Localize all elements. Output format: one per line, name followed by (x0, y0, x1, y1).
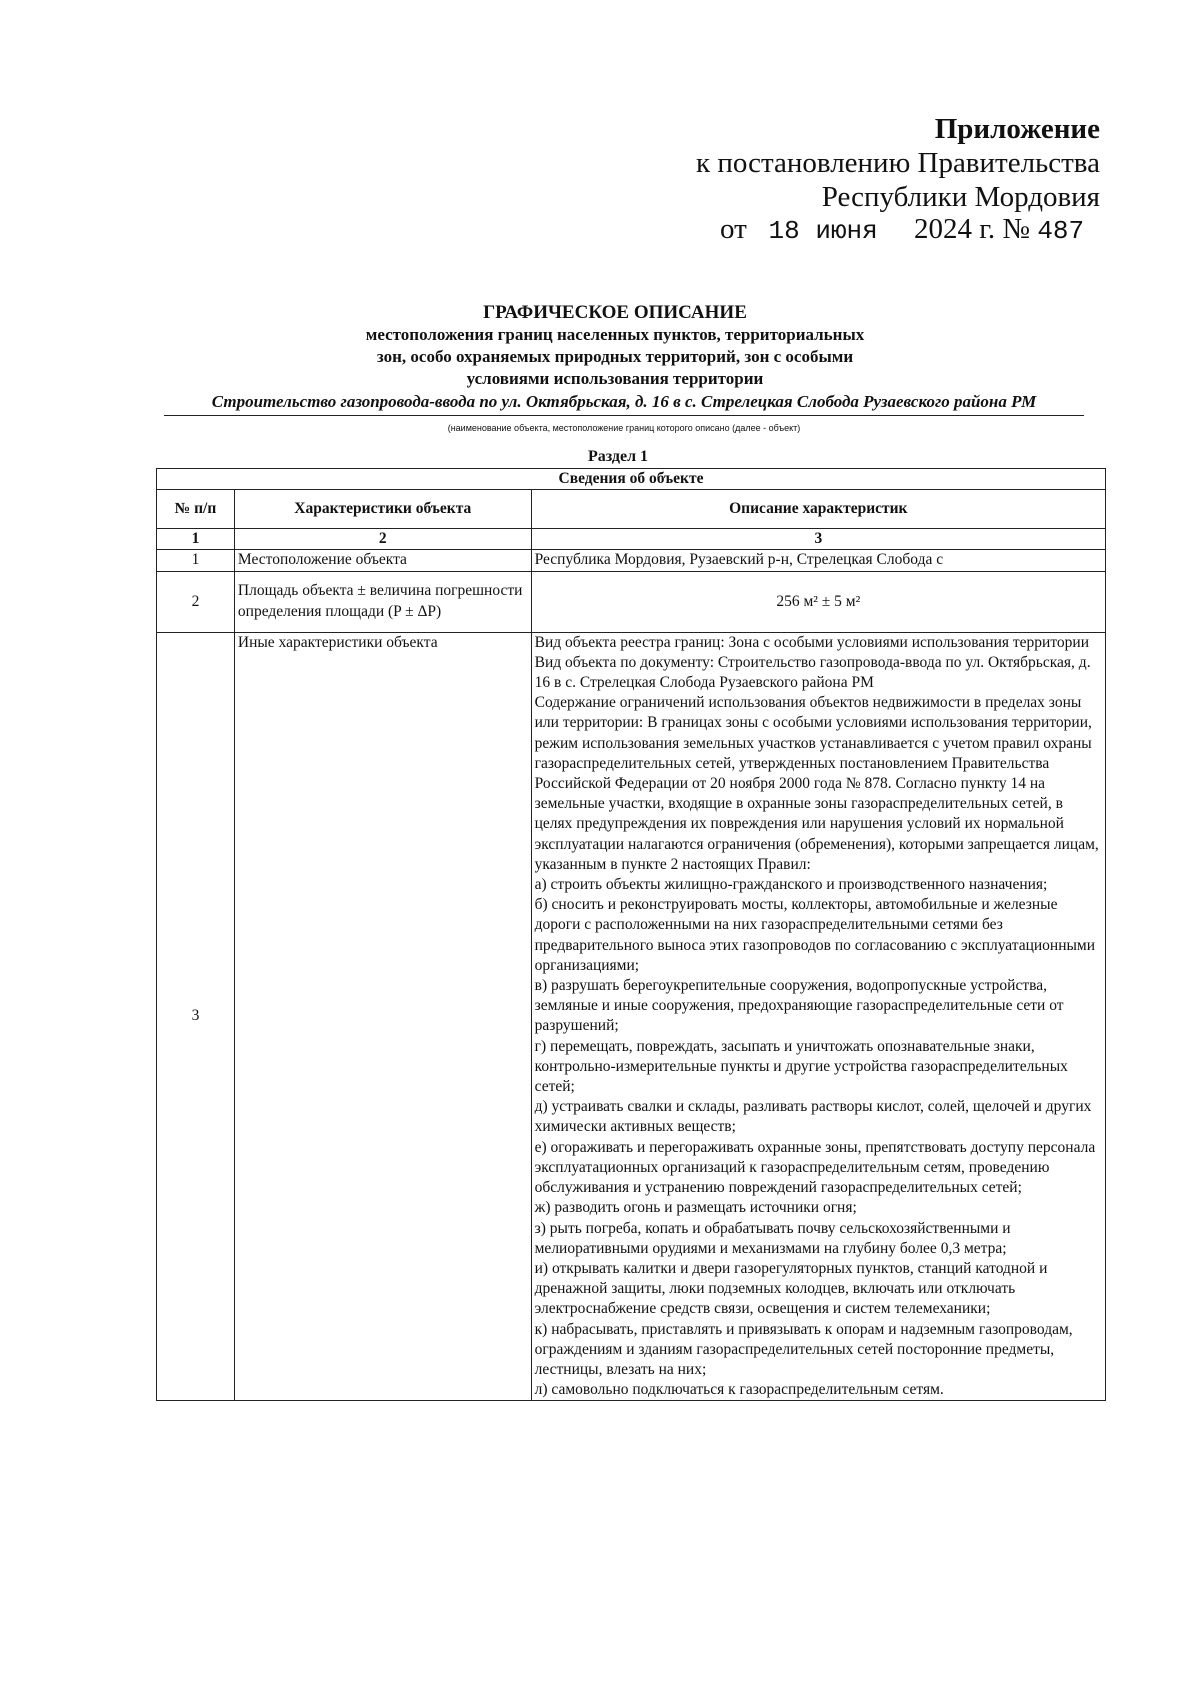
table-row (157, 550, 1106, 571)
column-number: 2 (234, 529, 531, 550)
section-label: Раздел 1 (587, 448, 649, 465)
restriction-item: к) набрасывать, приставлять и привязывать к опорам и надземным газопроводам, ограждениям и зданиям газораспределительных сетей посторонние предметы, лестницы, влезать на них; (534, 1320, 1073, 1378)
description-paragraph: Вид объекта по документу: Строительство газопровода-ввода по ул. Октябрьская, д. 16 в с. Стрелецкая Слобода Рузаевского района РМ (534, 653, 1091, 692)
restriction-item: и) открывать калитки и двери газорегуляторных пунктов, станций катодной и дренажной защиты, люки подземных колодцев, включать или отключать электроснабжение средств связи, освещения и систем телемеханики; (534, 1259, 1048, 1318)
row-number: 2 (157, 571, 235, 632)
row-characteristic: Иные характеристики объекта (234, 632, 531, 1401)
restriction-item: ж) разводить огонь и размещать источники огня; (534, 1199, 857, 1217)
heading-line-3: условиями использования территории (466, 369, 764, 388)
date-year: 2024 г. № (914, 213, 1031, 245)
row-description (531, 632, 1105, 1401)
appendix-line-2: Республики Мордовия (821, 181, 1100, 213)
table-row (157, 632, 1106, 1401)
restriction-item: з) рыть погреба, копать и обрабатывать почву сельскохозяйственными и мелиоративными орудиями и механизмами на глубину более 0,3 метра; (534, 1219, 1011, 1257)
description-paragraph: Вид объекта реестра границ: Зона с особыми условиями использования территории (534, 633, 1089, 651)
row-characteristic: Площадь объекта ± величина погрешности определения площади (P ± ΔP) (234, 571, 531, 632)
heading-line-1: местоположения границ населенных пунктов, территориальных (365, 325, 865, 344)
table-caption: Сведения об объекте (157, 469, 1106, 490)
restriction-item: д) устраивать свалки и склады, разливать растворы кислот, солей, щелочей и других химически активных веществ; (534, 1098, 1092, 1136)
table-row (157, 571, 1106, 632)
object-name-hint: (наименование объекта, местоположение границ которого описано (далее - объект) (447, 423, 801, 433)
table-header-row (157, 490, 1106, 529)
heading-line-2: зон, особо охраняемых природных территорий, зон с особыми (376, 347, 854, 366)
object-name: Строительство газопровода-ввода по ул. Октябрьская, д. 16 в с. Стрелецкая Слобода Рузаевского района РМ (164, 390, 1084, 416)
appendix-date-line (720, 212, 1120, 248)
restriction-item: а) строить объекты жилищно-гражданского и производственного назначения; (534, 876, 1048, 894)
header-characteristic: Характеристики объекта (234, 490, 531, 529)
row-description: 256 м² ± 5 м² (531, 571, 1105, 632)
appendix-block (690, 112, 1100, 214)
row-description: Республика Мордовия, Рузаевский р-н, Стрелецкая Слобода с (531, 550, 1105, 571)
heading-title: ГРАФИЧЕСКОЕ ОПИСАНИЕ (483, 302, 747, 323)
date-day-month: 18 июня (768, 216, 878, 246)
row-number: 1 (157, 550, 235, 571)
table-caption-row (157, 469, 1106, 490)
column-number-row (157, 529, 1106, 550)
appendix-line-1: к постановлению Правительства (696, 147, 1100, 179)
restriction-item: л) самовольно подключаться к газораспределительным сетям. (534, 1381, 944, 1399)
header-description: Описание характеристик (531, 490, 1105, 529)
object-info-table (156, 468, 1106, 1401)
appendix-title: Приложение (934, 113, 1100, 145)
document-heading (150, 302, 1080, 390)
date-prefix: от (720, 213, 747, 245)
restriction-item: б) сносить и реконструировать мосты, коллекторы, автомобильные и железные дороги с расположенными на них газораспределительными сетями без предварительного выноса этих газопроводов по согласованию с эксплуатационными организациями; (534, 896, 1096, 974)
header-num: № п/п (157, 490, 235, 529)
column-number: 1 (157, 529, 235, 550)
restriction-item: в) разрушать берегоукрепительные сооружения, водопропускные устройства, земляные и иные сооружения, предохраняющие газораспределительные сети от разрушений; (534, 977, 1064, 1035)
row-characteristic: Местоположение объекта (234, 550, 531, 571)
restriction-item: е) огораживать и перегораживать охранные зоны, препятствовать доступу персонала эксплуатационных организаций к газораспределительным сетям, проведению обслуживания и устранению повреждений газораспределительных сетей; (534, 1138, 1096, 1197)
document-number: 487 (1037, 216, 1085, 246)
restriction-item: г) перемещать, повреждать, засыпать и уничтожать опознавательные знаки, контрольно-измерительные пункты и другие устройства газораспределительных сетей; (534, 1037, 1068, 1096)
column-number: 3 (531, 529, 1105, 550)
row-number: 3 (157, 632, 235, 1401)
description-paragraph: Содержание ограничений использования объектов недвижимости в пределах зоны или территории: В границах зоны с особыми условиями использования территории, режим использования земельных участков устанавливается с учетом правил охраны газораспределительных сетей, утвержденных постановлением Правительства Российской Федерации от 20 ноября 2000 года № 878. Согласно пункту 14 на земельные участки, входящие в охранные зоны газораспределительных сетей, в целях предупреждения их повреждения или нарушения условий их нормальной эксплуатации налагаются ограничения (обременения), которыми запрещается лицам, указанным в пункте 2 настоящих Правил: (534, 694, 1099, 873)
